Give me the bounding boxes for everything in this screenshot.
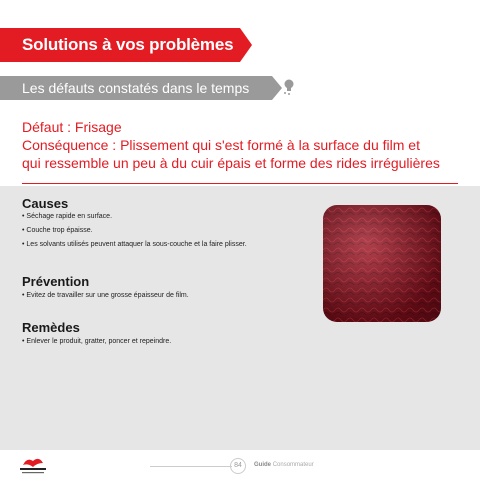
footer-guide-label	[254, 462, 314, 468]
causes-item: • Les solvants utilisés peuvent attaquer la sous-couche et la faire plisser.	[22, 241, 247, 248]
brand-logo-icon	[17, 455, 49, 477]
footer-guide-text: Consommateur	[272, 462, 314, 468]
footer-guide-bold: Guide	[254, 462, 272, 468]
causes-heading: Causes	[22, 196, 69, 211]
section-subtitle: Les défauts constatés dans le temps	[22, 80, 250, 96]
footer-divider	[150, 466, 232, 467]
causes-item: • Séchage rapide en surface.	[22, 213, 112, 220]
remedies-item: • Enlever le produit, gratter, poncer et repeindre.	[22, 338, 171, 345]
prevention-item: • Evitez de travailler sur une grosse épaisseur de film.	[22, 292, 189, 299]
defect-title: Défaut : Frisage	[22, 119, 122, 135]
defect-consequence	[22, 136, 462, 172]
divider	[22, 183, 458, 184]
lightbulb-icon	[283, 78, 295, 96]
prevention-heading: Prévention	[22, 274, 90, 289]
wrinkle-texture-photo	[323, 205, 441, 322]
causes-item: • Couche trop épaisse.	[22, 227, 93, 234]
page-title: Solutions à vos problèmes	[22, 35, 234, 54]
defect-description	[22, 118, 462, 172]
consequence-line-1: Conséquence : Plissement qui s'est formé à la surface du film et	[22, 137, 420, 153]
remedies-heading: Remèdes	[22, 320, 80, 335]
page-number: 84	[230, 458, 246, 474]
consequence-line-2: qui ressemble un peu à du cuir épais et forme des rides irrégulières	[22, 155, 440, 171]
